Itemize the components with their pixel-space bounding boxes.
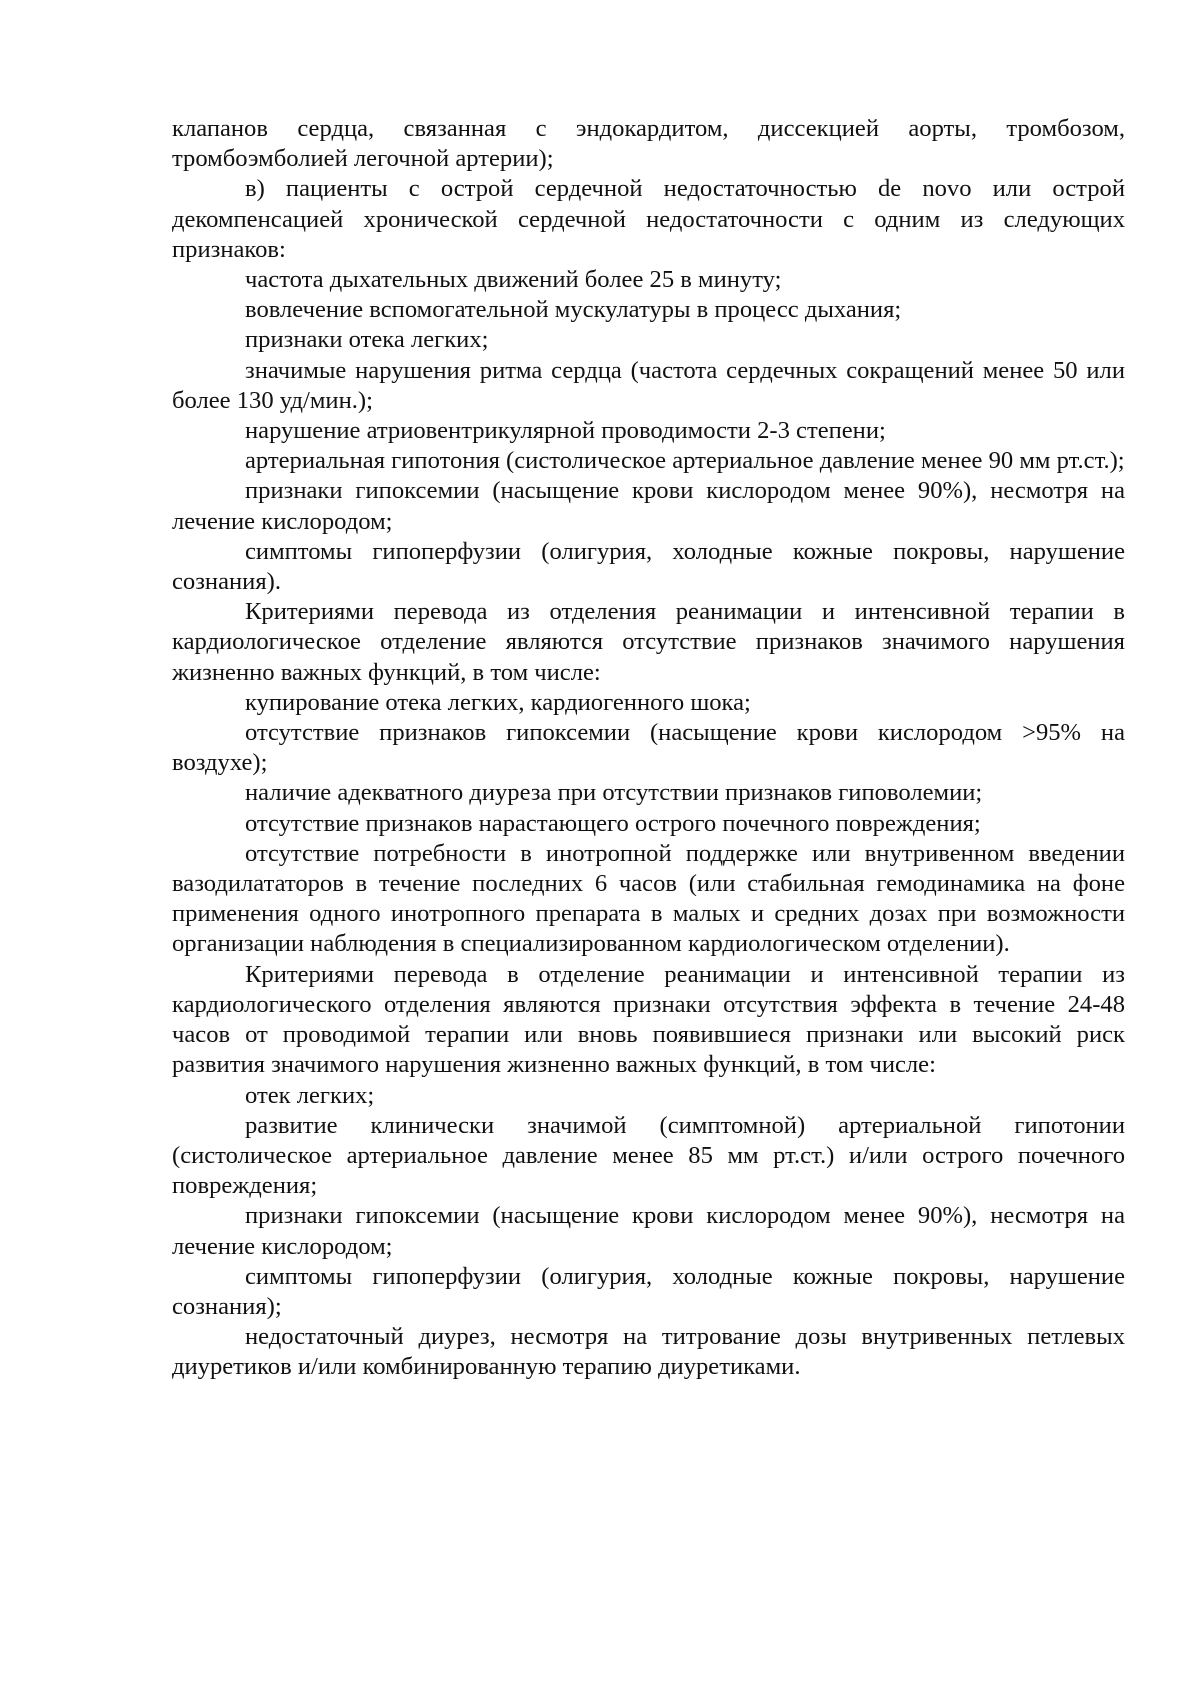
paragraph-18: отек легких; bbox=[245, 1081, 375, 1109]
paragraph-19: развитие клинически значимой (симптомной) артериальной гипотонии (систолическое артериальное давление менее 85 мм рт.ст.) и/или острого почечного повреждения; bbox=[172, 1111, 1125, 1200]
paragraph-3: частота дыхательных движений более 25 в минуту; bbox=[245, 266, 782, 294]
paragraph-14: наличие адекватного диуреза при отсутствии признаков гиповолемии; bbox=[245, 779, 983, 807]
paragraph-9: признаки гипоксемии (насыщение крови кислородом менее 90%), несмотря на лечение кислородом; bbox=[172, 477, 1125, 535]
paragraph-11: Критериями перевода из отделения реанимации и интенсивной терапии в кардиологическое отделение являются отсутствие признаков значимого нарушения жизненно важных функций, в том числе: bbox=[172, 598, 1125, 686]
paragraph-4: вовлечение вспомогательной мускулатуры в процесс дыхания; bbox=[245, 296, 902, 324]
paragraph-13: отсутствие признаков гипоксемии (насыщение крови кислородом >95% на воздухе); bbox=[172, 719, 1125, 777]
paragraph-16: отсутствие потребности в инотропной поддержке или внутривенном введении вазодилататоров в течение последних 6 часов (или стабильная гемодинамика на фоне применения одного инотропного препарата в малых и средних дозах при возможности организации наблюдения в специализированном кардиологическом отделении). bbox=[172, 839, 1125, 958]
paragraph-17: Критериями перевода в отделение реанимации и интенсивной терапии из кардиологического отделения являются признаки отсутствия эффекта в течение 24-48 часов от проводимой терапии или вновь появившиеся признаки или высокий риск развития значимого нарушения жизненно важных функций, в том числе: bbox=[172, 960, 1125, 1079]
paragraph-12: купирование отека легких, кардиогенного шока; bbox=[245, 688, 751, 716]
paragraph-10: симптомы гипоперфузии (олигурия, холодные кожные покровы, нарушение сознания). bbox=[172, 537, 1125, 596]
paragraph-2: в) пациенты с острой сердечной недостаточностью de novo или острой декомпенсацией хронической сердечной недостаточности с одним из следующих признаков: bbox=[172, 175, 1125, 263]
paragraph-15: отсутствие признаков нарастающего острого почечного повреждения; bbox=[245, 809, 981, 837]
paragraph-8: артериальная гипотония (систолическое артериальное давление менее 90 мм рт.ст.); bbox=[245, 447, 1125, 475]
paragraph-1: клапанов сердца, связанная с эндокардитом, диссекцией аорты, тромбозом, тромбоэмболией легочной артерии); bbox=[172, 115, 1125, 173]
paragraph-22: недостаточный диурез, несмотря на титрование дозы внутривенных петлевых диуретиков и/или комбинированную терапию диуретиками. bbox=[172, 1323, 1125, 1381]
paragraph-21: симптомы гипоперфузии (олигурия, холодные кожные покровы, нарушение сознания); bbox=[172, 1262, 1125, 1320]
document-body bbox=[172, 114, 1125, 1383]
paragraph-7: нарушение атриовентрикулярной проводимости 2-3 степени; bbox=[245, 417, 886, 445]
paragraph-20: признаки гипоксемии (насыщение крови кислородом менее 90%), несмотря на лечение кислородом; bbox=[172, 1202, 1125, 1260]
paragraph-6: значимые нарушения ритма сердца (частота сердечных сокращений менее 50 или более 130 уд/мин.); bbox=[172, 356, 1125, 414]
paragraph-5: признаки отека легких; bbox=[245, 326, 489, 354]
